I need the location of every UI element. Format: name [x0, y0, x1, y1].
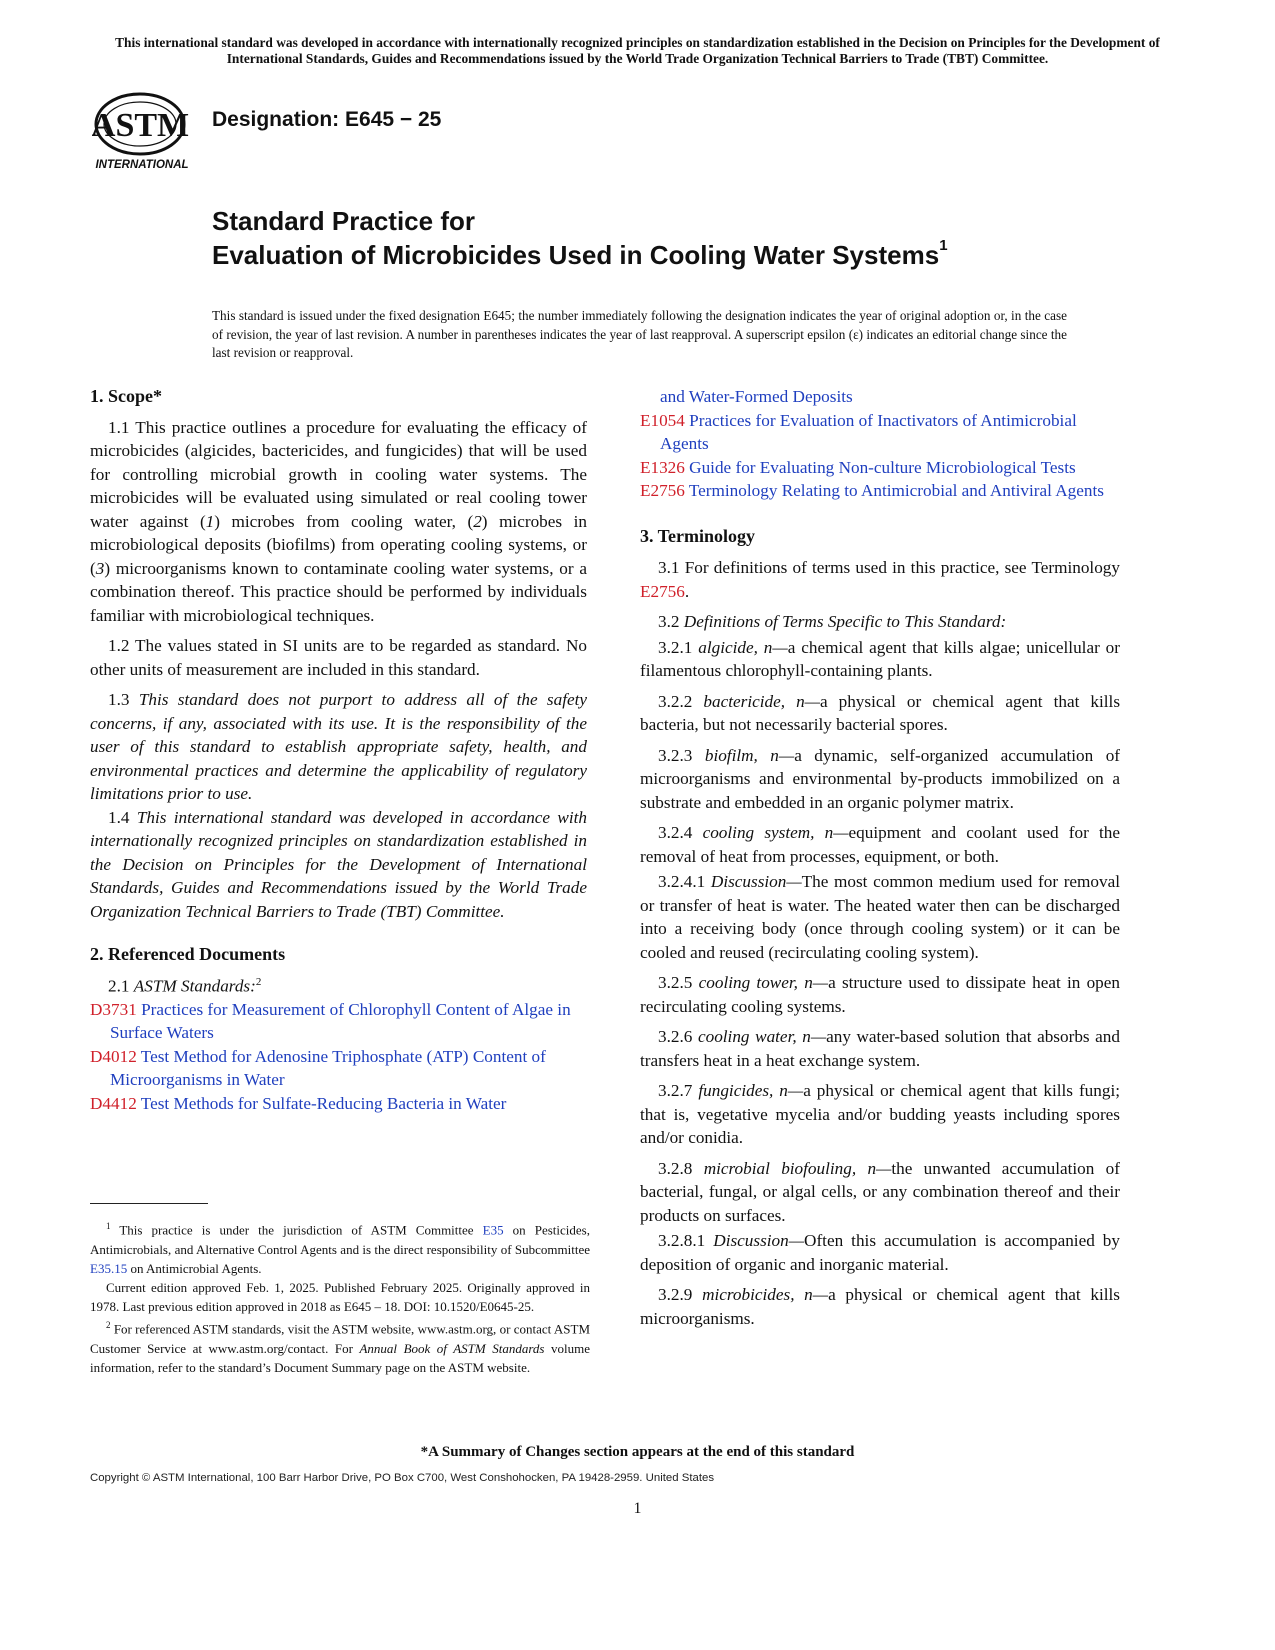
link-e35-15[interactable]: E35.15	[90, 1260, 128, 1276]
definition: 3.2.3 biofilm, n—a dynamic, self-organized accumulation of microorganisms and environmental by-products immobilized on a substrate and embedded in an organic polymer matrix.	[640, 745, 1121, 812]
link-e35[interactable]: E35	[482, 1222, 504, 1238]
definition: 3.2.2 bactericide, n—a physical or chemical agent that kills bacteria, but not necessarily bacterial spores.	[640, 691, 1121, 734]
section-3-heading: 3. Terminology	[640, 525, 756, 546]
section-1-heading: 1. Scope*	[90, 386, 162, 406]
right-column	[640, 385, 1120, 1330]
summary-note: *A Summary of Changes section appears at the end of this standard	[420, 1444, 855, 1460]
title-line1: Standard Practice for	[212, 206, 475, 236]
definition: 3.2.5 cooling tower, n—a structure used to dissipate heat in open recirculating cooling systems.	[640, 973, 1120, 1016]
definition: 3.2.4 cooling system, n—equipment and coolant used for the removal of heat from processes, equipment, or both.	[640, 823, 1120, 866]
ref-d4412[interactable]: D4412 Test Methods for Sulfate-Reducing Bacteria in Water	[90, 1093, 507, 1113]
logo-subtext: INTERNATIONAL	[95, 159, 189, 171]
para-3-1: 3.1 For definitions of terms used in this practice, see Terminology E2756.	[640, 558, 1120, 601]
title-line2: Evaluation of Microbicides Used in Cooling Water Systems	[212, 240, 940, 270]
definition: 3.2.4.1 Discussion—The most common medium used for removal or transfer of heat is water. The heated water then can be discharged into a receiving body (once through cooling system) or it can be cooled and reused (recirculating cooling system).	[640, 872, 1121, 962]
ref-e1054[interactable]: E1054 Practices for Evaluation of Inactivators of Antimicrobial Agents	[640, 410, 1077, 453]
document-title	[212, 204, 948, 272]
ref-e2756[interactable]: E2756 Terminology Relating to Antimicrobial and Antiviral Agents	[640, 481, 1104, 500]
ref-e1326[interactable]: E1326 Guide for Evaluating Non-culture Microbiological Tests	[640, 457, 1076, 477]
footnote-rule	[90, 1203, 208, 1204]
footnote-1-edition: Current edition approved Feb. 1, 2025. Published February 2025. Originally approved in 1978. Last previous edition approved in 2018 as E645 – 18. DOI: 10.1520/E0645-25.	[90, 1279, 590, 1315]
left-column	[90, 385, 587, 1115]
top-notice: This international standard was developed in accordance with internationally recognized principles on standardization established in the Decision on Principles for the Development of International Standards, Guides and Recommendations issued by the World Trade Organization Technical Barriers to Trade (TBT) Committee.	[115, 35, 1160, 66]
definition: 3.2.9 microbicides, n—a physical or chemical agent that kills microorganisms.	[640, 1285, 1120, 1328]
footnotes	[90, 1217, 590, 1377]
footnote-1: $^1$ This practice is under the jurisdiction of ASTM Committee E35 on Pesticides, Antimicrobials, and Alternative Control Agents and is the direct responsibility of Subcommittee E35.15 on Antimicrobial Agents.	[90, 1221, 590, 1276]
definition: 3.2.1 algicide, n—a chemical agent that kills algae; unicellular or filamentous chlorophyll-containing plants.	[640, 637, 1120, 680]
designation: Designation: E645 − 25	[212, 108, 442, 131]
para-1-2: 1.2 The values stated in SI units are to be regarded as standard. No other units of measurement are included in this standard.	[90, 636, 587, 679]
ref-d3731[interactable]: D3731 Practices for Measurement of Chlorophyll Content of Algae in Surface Waters	[90, 999, 571, 1043]
para-2-1: 2.1 ASTM Standards:$^2$	[108, 975, 262, 996]
para-1-3: 1.3 This standard does not purport to address all of the safety concerns, if any, associated with its use. It is the responsibility of the user of this standard to establish appropriate safety, health, and environmental practices and determine the applicability of regulatory limitations prior to use.	[90, 690, 587, 803]
link-e2756[interactable]: E2756	[640, 581, 685, 601]
issue-note: This standard is issued under the fixed designation E645; the number immediately following the designation indicates the year of original adoption or, in the case of revision, the year of last revision. A number in parentheses indicates the year of last reapproval. A superscript epsilon (ε) indicates an editorial change since the last revision or reapproval.	[212, 308, 1067, 360]
definition: 3.2.8.1 Discussion—Often this accumulation is accompanied by deposition of organic and inorganic material.	[640, 1231, 1120, 1274]
astm-logo	[92, 86, 192, 174]
para-1-1: 1.1 This practice outlines a procedure for evaluating the efficacy of microbicides (algicides, bactericides, and fungicides) that will be used for controlling microbial growth in cooling water systems. The microbicides will be evaluated using simulated or real cooling tower water against (1) microbes from cooling water, (2) microbes in microbiological deposits (biofilms) from operating cooling systems, or (3) microorganisms known to contaminate cooling water systems, or a combination thereof. This practice should be performed by individuals familiar with microbiological techniques.	[90, 417, 587, 625]
logo-text: ASTM	[92, 107, 190, 144]
ref-d4412-cont[interactable]: and Water-Formed Deposits	[660, 387, 853, 406]
title-footnote-mark: 1	[939, 237, 948, 255]
para-1-4: 1.4 This international standard was developed in accordance with internationally recognized principles on standardization established in the Decision on Principles for the Development of International Standards, Guides and Recommendations issued by the World Trade Organization Technical Barriers to Trade (TBT) Committee.	[90, 807, 587, 921]
copyright: Copyright © ASTM International, 100 Barr Harbor Drive, PO Box C700, West Conshohocken, PA 19428-2959. United States	[90, 1472, 715, 1484]
footnote-2: $^2$ For referenced ASTM standards, visit the ASTM website, www.astm.org, or contact ASTM Customer Service at www.astm.org/contact. For Annual Book of ASTM Standards volume information, refer to the standard’s Document Summary page on the ASTM website.	[90, 1320, 591, 1376]
definition: 3.2.8 microbial biofouling, n—the unwanted accumulation of bacterial, fungal, or algal cells, or any combination thereof and their products on surfaces.	[640, 1158, 1120, 1225]
definition: 3.2.7 fungicides, n—a physical or chemical agent that kills fungi; that is, vegetative mycelia and/or budding yeasts including spores and/or conidia.	[640, 1081, 1120, 1147]
para-3-2: 3.2 Definitions of Terms Specific to This Standard:	[658, 612, 1007, 631]
ref-d4012[interactable]: D4012 Test Method for Adenosine Triphosphate (ATP) Content of Microorganisms in Water	[90, 1046, 546, 1090]
definition: 3.2.6 cooling water, n—any water-based solution that absorbs and transfers heat in a heat exchange system.	[640, 1027, 1120, 1070]
page-number: 1	[633, 1500, 642, 1517]
section-2-heading: 2. Referenced Documents	[90, 944, 286, 964]
